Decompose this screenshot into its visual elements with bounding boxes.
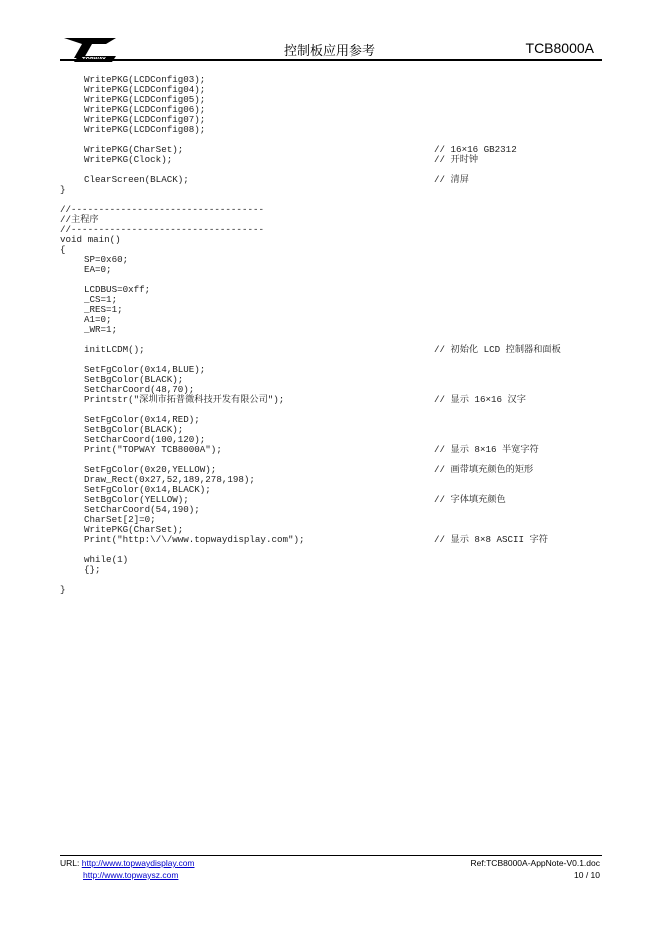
url-label: URL: xyxy=(60,858,80,868)
code-comment: // 显示 8×8 ASCII 字符 xyxy=(434,534,548,545)
code-comment: // 16×16 GB2312 xyxy=(434,144,517,155)
code-comment: // 字体填充颜色 xyxy=(434,494,506,505)
code-line: SetBgColor(BLACK); xyxy=(84,424,184,435)
code-line: WritePKG(LCDConfig04); xyxy=(84,84,206,95)
footer-url-row-2 xyxy=(83,870,178,880)
code-line: //主程序 xyxy=(60,214,99,225)
code-line: CharSet[2]=0; xyxy=(84,514,156,525)
code-line: LCDBUS=0xff; xyxy=(84,284,151,295)
logo-text: TOPWAY xyxy=(82,57,106,63)
code-line: } xyxy=(60,584,66,595)
code-line: Print("http:\/\/www.topwaydisplay.com"); // 显示 8×8 ASCII 字符 xyxy=(84,534,548,545)
code-line: WritePKG(CharSet); // 16×16 GB2312 xyxy=(84,144,517,155)
code-line: SetBgColor(YELLOW); // 字体填充颜色 xyxy=(84,494,506,505)
code-line: SetFgColor(0x20,YELLOW); // 画带填充颜色的矩形 xyxy=(84,464,534,475)
code-line: ClearScreen(BLACK); // 清屏 xyxy=(84,174,469,185)
code-line: initLCDM(); // 初始化 LCD 控制器和面板 xyxy=(84,344,561,355)
code-line: WritePKG(Clock); // 开时钟 xyxy=(84,154,479,165)
code-comment: // 画带填充颜色的矩形 xyxy=(434,464,534,475)
code-line: WritePKG(LCDConfig08); xyxy=(84,124,206,135)
code-line: WritePKG(LCDConfig07); xyxy=(84,114,206,125)
code-line: SetCharCoord(48,70); xyxy=(84,384,195,395)
code-line: _CS=1; xyxy=(84,294,118,305)
code-line: A1=0; xyxy=(84,314,112,325)
code-line: WritePKG(LCDConfig06); xyxy=(84,104,206,115)
code-line: //----------------------------------- xyxy=(60,204,264,215)
code-line: EA=0; xyxy=(84,264,112,275)
footer-link-topwaydisplay[interactable]: http://www.topwaydisplay.com xyxy=(81,858,195,868)
code-comment: // 显示 8×16 半宽字符 xyxy=(434,444,539,455)
code-line: WritePKG(LCDConfig05); xyxy=(84,94,206,105)
code-line: //----------------------------------- xyxy=(60,224,264,235)
code-line: _WR=1; xyxy=(84,324,118,335)
code-comment: // 开时钟 xyxy=(434,154,479,165)
footer-ref: Ref:TCB8000A-AppNote-V0.1.doc xyxy=(470,858,600,868)
code-line: } xyxy=(60,184,66,195)
page-number: 10 / 10 xyxy=(574,870,600,880)
code-line: SetBgColor(BLACK); xyxy=(84,374,184,385)
code-line: Draw_Rect(0x27,52,189,278,198); xyxy=(84,474,255,485)
code-line: {}; xyxy=(84,564,101,575)
code-line: { xyxy=(60,244,66,255)
header-rule xyxy=(60,59,602,61)
footer-rule xyxy=(60,855,602,856)
code-line: void main() xyxy=(60,234,121,245)
code-line: SetFgColor(0x14,BLACK); xyxy=(84,484,211,495)
code-comment: // 清屏 xyxy=(434,174,469,185)
code-line: while(1) xyxy=(84,554,129,565)
code-line: SetFgColor(0x14,BLUE); xyxy=(84,364,206,375)
code-listing xyxy=(60,75,602,595)
code-comment: // 显示 16×16 汉字 xyxy=(434,394,526,405)
code-line: Printstr("深圳市拓普微科技开发有限公司"); // 显示 16×16 汉字 xyxy=(84,394,526,405)
code-line: Print("TOPWAY TCB8000A"); // 显示 8×16 半宽字符 xyxy=(84,444,539,455)
code-line: SP=0x60; xyxy=(84,254,129,265)
code-line: SetCharCoord(54,190); xyxy=(84,504,200,515)
code-line: WritePKG(CharSet); xyxy=(84,524,184,535)
footer-url-row xyxy=(60,858,195,868)
code-comment: // 初始化 LCD 控制器和面板 xyxy=(434,344,561,355)
code-line: _RES=1; xyxy=(84,304,123,315)
code-line: SetCharCoord(100,120); xyxy=(84,434,206,445)
code-line: SetFgColor(0x14,RED); xyxy=(84,414,200,425)
code-line: WritePKG(LCDConfig03); xyxy=(84,74,206,85)
footer-link-topwaysz[interactable]: http://www.topwaysz.com xyxy=(83,870,179,880)
doc-model: TCB8000A xyxy=(525,40,594,56)
doc-title: 控制板应用参考 xyxy=(284,44,376,59)
